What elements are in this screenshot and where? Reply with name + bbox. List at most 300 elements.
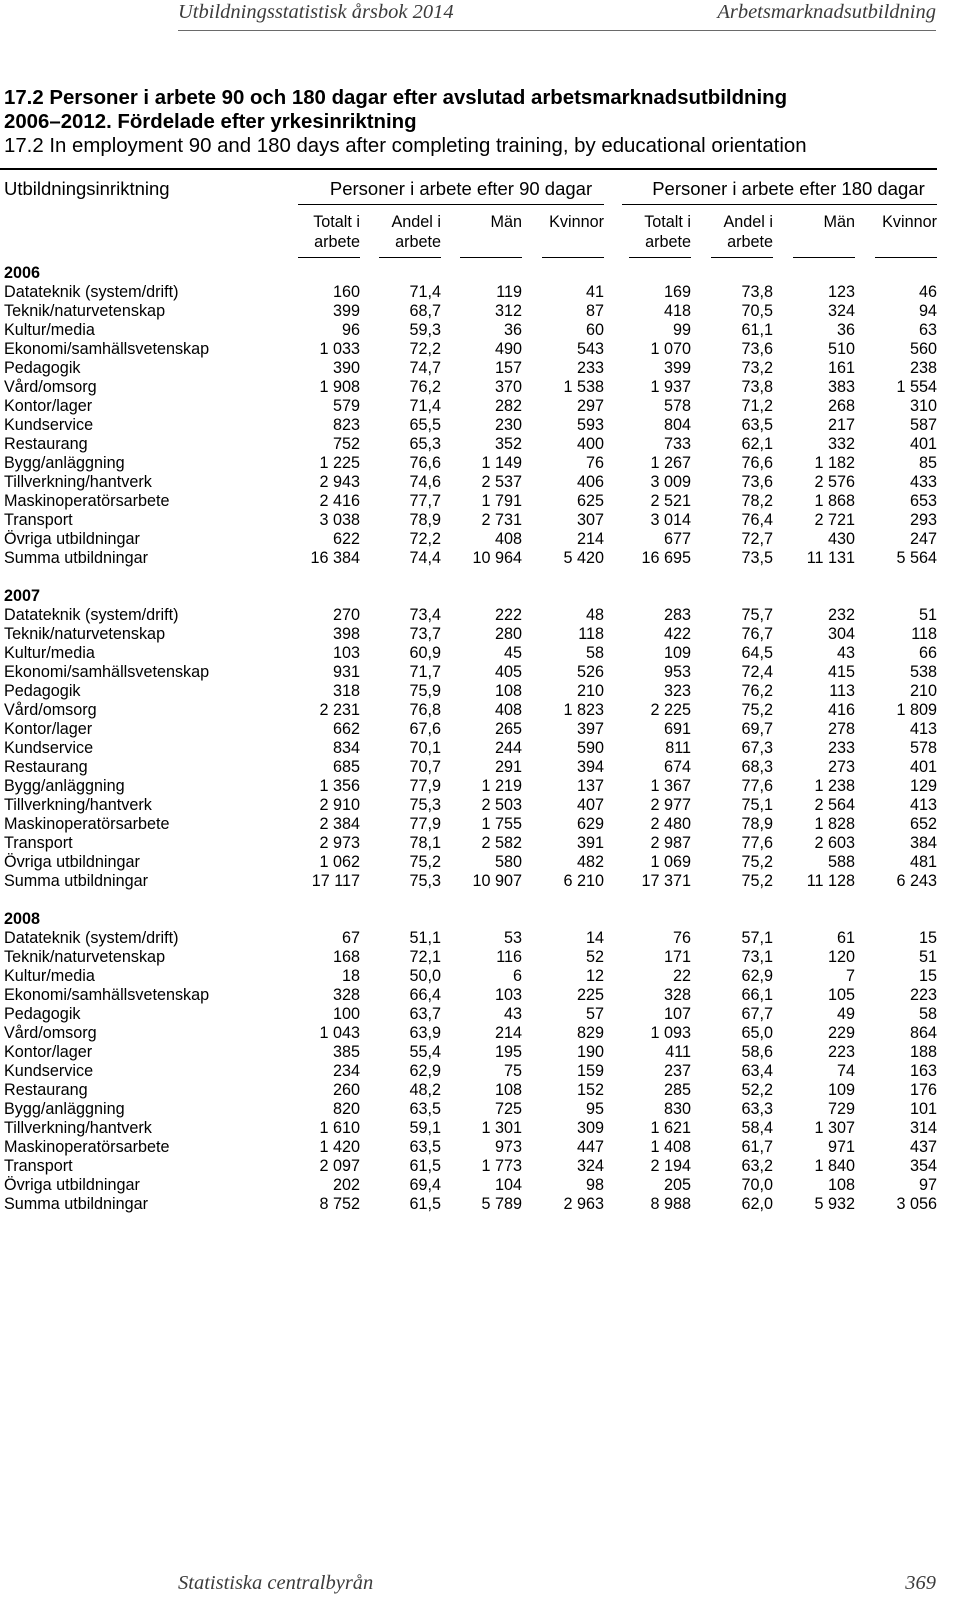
cell-total-180: 830 xyxy=(663,1100,691,1118)
row-label: Kundservice xyxy=(4,739,94,757)
section-year-label: 2008 xyxy=(4,910,41,928)
cell-men-90: 222 xyxy=(494,606,522,624)
table-row xyxy=(0,473,937,492)
column-header-spacer xyxy=(0,212,298,258)
cell-women-180: 51 xyxy=(918,948,937,966)
cell-share-180: 73,6 xyxy=(741,340,773,358)
table-row xyxy=(0,283,937,302)
cell-share-90: 75,3 xyxy=(409,872,441,890)
cell-women-90: 58 xyxy=(585,644,604,662)
cell-total-180: 811 xyxy=(665,739,691,757)
cell-share-90: 78,1 xyxy=(409,834,441,852)
cell-total-90: 579 xyxy=(332,397,360,415)
cell-total-180: 674 xyxy=(663,758,691,776)
cell-share-90: 69,4 xyxy=(409,1176,441,1194)
cell-women-90: 6 210 xyxy=(563,872,604,890)
cell-women-90: 307 xyxy=(576,511,604,529)
cell-share-180: 76,6 xyxy=(741,454,773,472)
cell-men-90: 45 xyxy=(503,644,522,662)
cell-women-90: 447 xyxy=(576,1138,604,1156)
row-label: Övriga utbildningar xyxy=(4,853,140,871)
cell-share-90: 66,4 xyxy=(409,986,441,1004)
cell-share-180: 71,2 xyxy=(741,397,773,415)
cell-share-180: 66,1 xyxy=(741,986,773,1004)
cell-total-90: 823 xyxy=(332,416,360,434)
table-row xyxy=(0,720,937,739)
table-row xyxy=(0,1100,937,1119)
cell-men-180: 2 576 xyxy=(814,473,855,491)
cell-men-90: 36 xyxy=(503,321,522,339)
row-label: Maskinoperatörsarbete xyxy=(4,1138,170,1156)
column-header-line-2: arbete xyxy=(395,233,441,251)
group-header-180-days: Personer i arbete efter 180 dagar xyxy=(652,178,925,199)
cell-share-180: 72,7 xyxy=(741,530,773,548)
cell-women-180: 538 xyxy=(909,663,937,681)
cell-total-180: 237 xyxy=(663,1062,691,1080)
column-header-line-2: arbete xyxy=(314,233,360,251)
cell-share-180: 63,3 xyxy=(741,1100,773,1118)
cell-men-180: 971 xyxy=(827,1138,855,1156)
table-row xyxy=(0,1062,937,1081)
cell-share-90: 65,5 xyxy=(409,416,441,434)
cell-total-90: 399 xyxy=(332,302,360,320)
table-row xyxy=(0,454,937,473)
cell-total-180: 411 xyxy=(665,1043,691,1061)
cell-share-180: 69,7 xyxy=(741,720,773,738)
row-label: Datateknik (system/drift) xyxy=(4,606,179,624)
cell-men-90: 6 xyxy=(512,967,522,985)
cell-women-180: 310 xyxy=(909,397,937,415)
cell-women-180: 46 xyxy=(918,283,937,301)
row-label: Restaurang xyxy=(4,758,88,776)
cell-share-180: 73,5 xyxy=(741,549,773,567)
cell-total-90: 390 xyxy=(332,359,360,377)
cell-men-180: 1 828 xyxy=(814,815,855,833)
footer-publisher: Statistiska centralbyrån xyxy=(178,1572,374,1594)
table-row xyxy=(0,815,937,834)
cell-total-180: 1 070 xyxy=(650,340,691,358)
table-row xyxy=(0,834,937,853)
column-header-total-90 xyxy=(298,212,360,258)
cell-men-90: 408 xyxy=(494,701,522,719)
stub-header: Utbildningsinriktning xyxy=(4,178,170,199)
cell-share-180: 62,1 xyxy=(741,435,773,453)
cell-women-90: 76 xyxy=(585,454,604,472)
cell-men-90: 265 xyxy=(494,720,522,738)
cell-women-180: 433 xyxy=(909,473,937,491)
cell-share-180: 77,6 xyxy=(741,777,773,795)
cell-share-90: 68,7 xyxy=(409,302,441,320)
cell-women-180: 118 xyxy=(911,625,937,643)
column-header-line-1: Andel i xyxy=(391,213,441,231)
table-row xyxy=(0,701,937,720)
table-title xyxy=(4,86,807,158)
cell-total-180: 1 937 xyxy=(650,378,691,396)
cell-share-90: 50,0 xyxy=(409,967,441,985)
group-header-90-days: Personer i arbete efter 90 dagar xyxy=(329,178,593,199)
cell-women-180: 247 xyxy=(909,530,937,548)
table-row xyxy=(0,663,937,682)
cell-men-180: 332 xyxy=(827,435,855,453)
cell-total-90: 1 610 xyxy=(319,1119,360,1137)
table-row xyxy=(0,1157,937,1176)
cell-men-180: 588 xyxy=(827,853,855,871)
cell-share-90: 75,2 xyxy=(409,853,441,871)
cell-share-180: 70,5 xyxy=(741,302,773,320)
cell-share-180: 73,6 xyxy=(741,473,773,491)
cell-women-180: 384 xyxy=(909,834,937,852)
cell-women-90: 629 xyxy=(576,815,604,833)
cell-women-180: 481 xyxy=(909,853,937,871)
cell-share-90: 72,1 xyxy=(409,948,441,966)
row-label: Summa utbildningar xyxy=(4,1195,148,1213)
table-row xyxy=(0,872,937,891)
column-group-header-row xyxy=(0,179,937,199)
cell-men-90: 280 xyxy=(494,625,522,643)
cell-total-90: 1 356 xyxy=(319,777,360,795)
cell-women-90: 95 xyxy=(585,1100,604,1118)
row-label: Pedagogik xyxy=(4,1005,81,1023)
row-label: Pedagogik xyxy=(4,359,81,377)
row-label: Teknik/naturvetenskap xyxy=(4,302,166,320)
cell-women-90: 829 xyxy=(576,1024,604,1042)
cell-women-180: 314 xyxy=(909,1119,937,1137)
cell-share-180: 72,4 xyxy=(741,663,773,681)
cell-total-90: 328 xyxy=(332,986,360,1004)
table-row xyxy=(0,1138,937,1157)
cell-women-90: 41 xyxy=(585,283,604,301)
cell-women-180: 51 xyxy=(918,606,937,624)
cell-share-90: 72,2 xyxy=(409,340,441,358)
cell-men-180: 74 xyxy=(836,1062,855,1080)
cell-women-180: 6 243 xyxy=(896,872,937,890)
cell-men-180: 43 xyxy=(836,644,855,662)
cell-share-180: 63,2 xyxy=(741,1157,773,1175)
cell-women-90: 543 xyxy=(576,340,604,358)
cell-women-90: 14 xyxy=(585,929,604,947)
cell-total-90: 1 062 xyxy=(319,853,360,871)
cell-share-90: 63,9 xyxy=(409,1024,441,1042)
row-label: Vård/omsorg xyxy=(4,701,97,719)
group-rule-180-days xyxy=(622,204,937,205)
cell-total-90: 96 xyxy=(341,321,360,339)
cell-share-90: 76,6 xyxy=(409,454,441,472)
cell-total-180: 17 371 xyxy=(641,872,691,890)
row-label: Ekonomi/samhällsvetenskap xyxy=(4,663,210,681)
table-row xyxy=(0,758,937,777)
column-header-line-2: arbete xyxy=(727,233,773,251)
cell-men-180: 268 xyxy=(827,397,855,415)
cell-women-90: 2 963 xyxy=(563,1195,604,1213)
cell-total-90: 2 910 xyxy=(319,796,360,814)
cell-share-180: 77,6 xyxy=(741,834,773,852)
cell-men-180: 109 xyxy=(827,1081,855,1099)
cell-total-90: 234 xyxy=(332,1062,360,1080)
table-row xyxy=(0,1176,937,1195)
cell-total-180: 1 093 xyxy=(650,1024,691,1042)
cell-total-90: 1 225 xyxy=(319,454,360,472)
cell-total-90: 820 xyxy=(332,1100,360,1118)
cell-women-180: 293 xyxy=(909,511,937,529)
cell-women-90: 12 xyxy=(585,967,604,985)
cell-share-180: 73,2 xyxy=(741,359,773,377)
cell-women-180: 437 xyxy=(909,1138,937,1156)
cell-men-180: 2 564 xyxy=(814,796,855,814)
year-section xyxy=(0,264,937,568)
cell-men-180: 229 xyxy=(827,1024,855,1042)
row-label: Kundservice xyxy=(4,416,94,434)
row-label: Kultur/media xyxy=(4,321,95,339)
cell-men-90: 973 xyxy=(494,1138,522,1156)
cell-share-90: 74,7 xyxy=(409,359,441,377)
cell-men-180: 113 xyxy=(829,682,855,700)
cell-total-180: 1 367 xyxy=(650,777,691,795)
table-row xyxy=(0,1005,937,1024)
cell-share-180: 75,2 xyxy=(741,872,773,890)
cell-men-90: 119 xyxy=(496,283,522,301)
column-header-total-180 xyxy=(629,212,691,258)
cell-share-90: 71,7 xyxy=(409,663,441,681)
column-header-men-180 xyxy=(793,212,855,258)
cell-total-90: 2 231 xyxy=(319,701,360,719)
cell-total-90: 100 xyxy=(332,1005,360,1023)
cell-women-180: 3 056 xyxy=(896,1195,937,1213)
table-row xyxy=(0,796,937,815)
cell-total-180: 418 xyxy=(663,302,691,320)
cell-women-180: 1 554 xyxy=(896,378,937,396)
table-row xyxy=(0,967,937,986)
cell-total-90: 622 xyxy=(332,530,360,548)
running-header-publication: Utbildningsstatistisk årsbok 2014 xyxy=(178,1,454,23)
cell-share-90: 76,2 xyxy=(409,378,441,396)
cell-total-90: 8 752 xyxy=(319,1195,360,1213)
cell-total-180: 399 xyxy=(663,359,691,377)
table-row xyxy=(0,340,937,359)
cell-men-90: 43 xyxy=(503,1005,522,1023)
row-label: Bygg/anläggning xyxy=(4,454,125,472)
cell-total-180: 1 408 xyxy=(650,1138,691,1156)
page-number: 369 xyxy=(905,1572,936,1594)
table-row xyxy=(0,1195,937,1214)
cell-total-90: 662 xyxy=(332,720,360,738)
cell-total-180: 2 987 xyxy=(650,834,691,852)
cell-women-90: 324 xyxy=(576,1157,604,1175)
cell-total-90: 398 xyxy=(332,625,360,643)
cell-total-180: 677 xyxy=(663,530,691,548)
cell-women-90: 57 xyxy=(585,1005,604,1023)
cell-total-90: 685 xyxy=(332,758,360,776)
cell-share-90: 59,1 xyxy=(409,1119,441,1137)
column-header-line-1: Kvinnor xyxy=(882,213,937,231)
row-label: Teknik/naturvetenskap xyxy=(4,625,166,643)
section-year-label: 2007 xyxy=(4,587,41,605)
row-label: Summa utbildningar xyxy=(4,549,148,567)
cell-women-90: 190 xyxy=(576,1043,604,1061)
cell-share-180: 63,4 xyxy=(741,1062,773,1080)
cell-women-180: 223 xyxy=(909,986,937,1004)
cell-men-90: 282 xyxy=(494,397,522,415)
cell-women-90: 152 xyxy=(576,1081,604,1099)
cell-share-90: 59,3 xyxy=(409,321,441,339)
cell-total-90: 202 xyxy=(332,1176,360,1194)
cell-total-180: 804 xyxy=(663,416,691,434)
cell-men-90: 75 xyxy=(503,1062,522,1080)
row-label: Restaurang xyxy=(4,1081,88,1099)
cell-men-90: 116 xyxy=(496,948,522,966)
table-body xyxy=(0,264,937,1214)
cell-women-180: 401 xyxy=(909,758,937,776)
cell-women-180: 163 xyxy=(909,1062,937,1080)
table-row xyxy=(0,1024,937,1043)
row-label: Kontor/lager xyxy=(4,397,93,415)
cell-share-180: 75,1 xyxy=(741,796,773,814)
cell-share-90: 61,5 xyxy=(409,1195,441,1213)
cell-total-90: 385 xyxy=(332,1043,360,1061)
row-label: Tillverkning/hantverk xyxy=(4,473,152,491)
table-row xyxy=(0,321,937,340)
cell-women-180: 5 564 xyxy=(896,549,937,567)
cell-total-180: 953 xyxy=(663,663,691,681)
cell-total-180: 99 xyxy=(672,321,691,339)
cell-men-180: 7 xyxy=(845,967,855,985)
cell-total-180: 578 xyxy=(663,397,691,415)
table-row xyxy=(0,397,937,416)
cell-men-180: 273 xyxy=(827,758,855,776)
row-label: Övriga utbildningar xyxy=(4,530,140,548)
cell-women-90: 214 xyxy=(576,530,604,548)
column-header-line-1: Totalt i xyxy=(313,213,360,231)
cell-total-90: 260 xyxy=(332,1081,360,1099)
row-label: Datateknik (system/drift) xyxy=(4,283,179,301)
row-label: Kultur/media xyxy=(4,967,95,985)
cell-share-90: 76,8 xyxy=(409,701,441,719)
cell-men-90: 1 755 xyxy=(481,815,522,833)
cell-women-180: 413 xyxy=(909,796,937,814)
cell-men-180: 105 xyxy=(827,986,855,1004)
cell-men-90: 408 xyxy=(494,530,522,548)
cell-men-90: 405 xyxy=(494,663,522,681)
cell-men-90: 1 301 xyxy=(481,1119,522,1137)
column-header-line-1: Män xyxy=(490,213,522,231)
cell-women-90: 1 823 xyxy=(563,701,604,719)
cell-share-180: 78,2 xyxy=(741,492,773,510)
column-header-row xyxy=(0,212,937,258)
cell-total-180: 3 014 xyxy=(650,511,691,529)
cell-men-90: 2 503 xyxy=(481,796,522,814)
cell-total-180: 691 xyxy=(663,720,691,738)
table-row xyxy=(0,929,937,948)
cell-women-180: 401 xyxy=(909,435,937,453)
row-label: Ekonomi/samhällsvetenskap xyxy=(4,340,210,358)
table-row xyxy=(0,682,937,701)
cell-men-180: 11 128 xyxy=(806,872,855,890)
cell-share-180: 62,9 xyxy=(741,967,773,985)
cell-total-90: 834 xyxy=(332,739,360,757)
cell-women-180: 101 xyxy=(909,1100,937,1118)
table-row xyxy=(0,777,937,796)
row-label: Transport xyxy=(4,834,73,852)
running-header-rule xyxy=(178,30,936,31)
cell-men-90: 1 791 xyxy=(481,492,522,510)
row-label: Tillverkning/hantverk xyxy=(4,796,152,814)
row-label: Bygg/anläggning xyxy=(4,777,125,795)
cell-total-90: 67 xyxy=(341,929,360,947)
cell-total-180: 1 267 xyxy=(650,454,691,472)
cell-total-180: 171 xyxy=(663,948,691,966)
cell-women-90: 297 xyxy=(576,397,604,415)
table-row xyxy=(0,1043,937,1062)
cell-women-180: 15 xyxy=(918,967,937,985)
cell-women-180: 63 xyxy=(918,321,937,339)
table-top-rule xyxy=(0,168,937,170)
cell-total-180: 733 xyxy=(663,435,691,453)
cell-total-90: 318 xyxy=(332,682,360,700)
cell-men-90: 291 xyxy=(494,758,522,776)
cell-total-180: 16 695 xyxy=(641,549,691,567)
cell-men-90: 10 964 xyxy=(472,549,522,567)
cell-men-180: 233 xyxy=(827,739,855,757)
cell-share-180: 73,1 xyxy=(741,948,773,966)
cell-women-90: 400 xyxy=(576,435,604,453)
cell-women-90: 210 xyxy=(576,682,604,700)
cell-men-90: 108 xyxy=(494,1081,522,1099)
cell-men-180: 1 840 xyxy=(814,1157,855,1175)
cell-total-90: 18 xyxy=(341,967,360,985)
cell-total-90: 160 xyxy=(332,283,360,301)
row-label: Kultur/media xyxy=(4,644,95,662)
cell-men-90: 2 582 xyxy=(481,834,522,852)
row-label: Ekonomi/samhällsvetenskap xyxy=(4,986,210,1004)
cell-total-90: 752 xyxy=(332,435,360,453)
cell-total-90: 1 043 xyxy=(319,1024,360,1042)
cell-women-90: 118 xyxy=(578,625,604,643)
cell-total-180: 8 988 xyxy=(650,1195,691,1213)
cell-women-180: 238 xyxy=(909,359,937,377)
row-label: Bygg/anläggning xyxy=(4,1100,125,1118)
cell-men-90: 244 xyxy=(494,739,522,757)
column-header-women-90 xyxy=(542,212,604,258)
cell-share-90: 55,4 xyxy=(409,1043,441,1061)
cell-men-90: 53 xyxy=(503,929,522,947)
cell-total-90: 168 xyxy=(332,948,360,966)
cell-men-90: 5 789 xyxy=(481,1195,522,1213)
table-row xyxy=(0,625,937,644)
running-header xyxy=(178,0,936,26)
cell-total-180: 1 621 xyxy=(650,1119,691,1137)
cell-men-180: 120 xyxy=(827,948,855,966)
row-label: Övriga utbildningar xyxy=(4,1176,140,1194)
cell-total-180: 2 977 xyxy=(650,796,691,814)
cell-men-180: 36 xyxy=(836,321,855,339)
table-row xyxy=(0,948,937,967)
cell-men-180: 383 xyxy=(827,378,855,396)
cell-share-90: 75,9 xyxy=(409,682,441,700)
cell-men-180: 430 xyxy=(827,530,855,548)
cell-women-90: 48 xyxy=(585,606,604,624)
cell-men-180: 1 182 xyxy=(814,454,855,472)
table-row xyxy=(0,644,937,663)
year-section xyxy=(0,910,937,1214)
cell-share-90: 74,4 xyxy=(409,549,441,567)
cell-men-180: 324 xyxy=(827,302,855,320)
cell-total-180: 107 xyxy=(663,1005,691,1023)
cell-men-180: 1 238 xyxy=(814,777,855,795)
cell-men-90: 2 731 xyxy=(481,511,522,529)
year-section xyxy=(0,587,937,891)
table-row xyxy=(0,606,937,625)
cell-women-90: 1 538 xyxy=(563,378,604,396)
row-label: Restaurang xyxy=(4,435,88,453)
